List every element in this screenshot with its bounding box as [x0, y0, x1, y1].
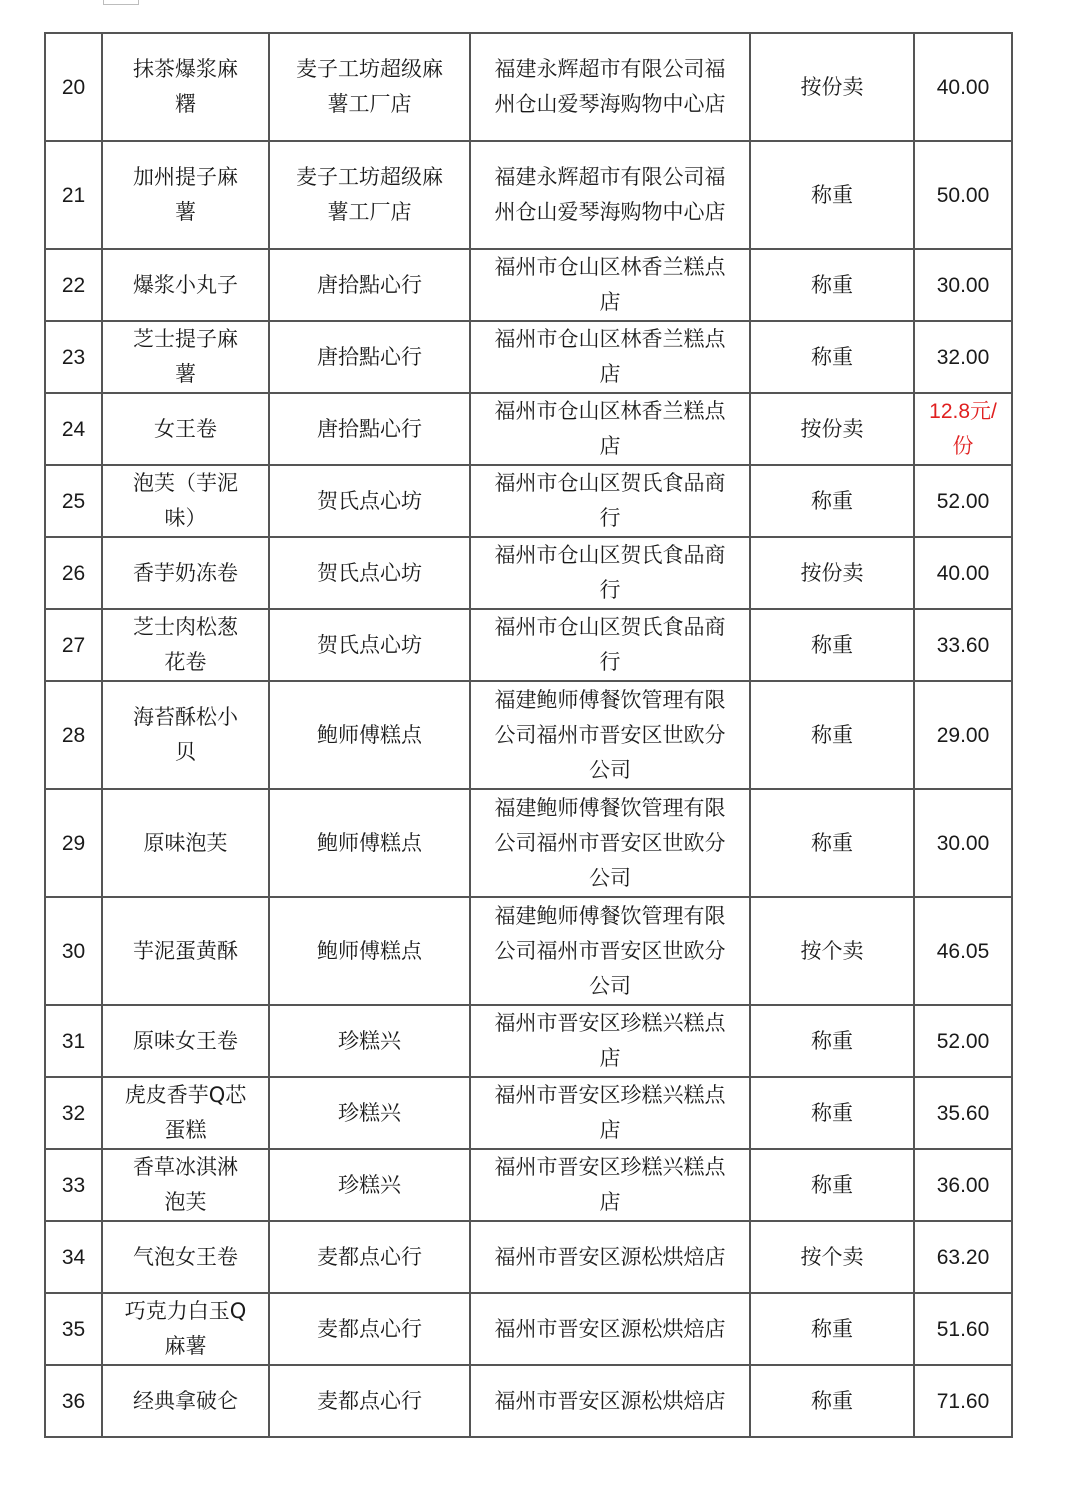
brand-name: 唐拾點心行	[269, 321, 470, 393]
row-number: 26	[45, 537, 102, 609]
sale-mode: 按份卖	[750, 537, 914, 609]
table-row	[45, 1293, 1012, 1365]
sale-mode: 称重	[750, 465, 914, 537]
product-name: 抹茶爆浆麻糬	[102, 33, 269, 141]
table-row	[45, 465, 1012, 537]
product-name: 芝士提子麻薯	[102, 321, 269, 393]
row-number: 34	[45, 1221, 102, 1293]
table-row	[45, 141, 1012, 249]
store-name: 福州市晋安区源松烘焙店	[470, 1293, 750, 1365]
sale-mode: 称重	[750, 609, 914, 681]
store-name: 福州市仓山区贺氏食品商行	[470, 537, 750, 609]
sale-mode: 称重	[750, 1293, 914, 1365]
price: 29.00	[914, 681, 1012, 789]
price: 33.60	[914, 609, 1012, 681]
row-number: 28	[45, 681, 102, 789]
store-name: 福州市晋安区珍糕兴糕点店	[470, 1149, 750, 1221]
product-name: 经典拿破仑	[102, 1365, 269, 1437]
table-row	[45, 1077, 1012, 1149]
product-name: 气泡女王卷	[102, 1221, 269, 1293]
price: 36.00	[914, 1149, 1012, 1221]
price: 35.60	[914, 1077, 1012, 1149]
table-row	[45, 33, 1012, 141]
store-name: 福州市晋安区源松烘焙店	[470, 1221, 750, 1293]
row-number: 31	[45, 1005, 102, 1077]
brand-name: 珍糕兴	[269, 1005, 470, 1077]
product-name: 爆浆小丸子	[102, 249, 269, 321]
store-name: 福建永辉超市有限公司福州仓山爱琴海购物中心店	[470, 33, 750, 141]
price: 46.05	[914, 897, 1012, 1005]
product-name: 芝士肉松葱花卷	[102, 609, 269, 681]
table-row	[45, 789, 1012, 897]
sale-mode: 按个卖	[750, 897, 914, 1005]
store-name: 福州市晋安区珍糕兴糕点店	[470, 1005, 750, 1077]
table-row	[45, 321, 1012, 393]
brand-name: 麦都点心行	[269, 1293, 470, 1365]
sale-mode: 称重	[750, 789, 914, 897]
sale-mode: 称重	[750, 1365, 914, 1437]
product-name: 加州提子麻薯	[102, 141, 269, 249]
row-number: 25	[45, 465, 102, 537]
brand-name: 麦都点心行	[269, 1365, 470, 1437]
brand-name: 麦子工坊超级麻薯工厂店	[269, 141, 470, 249]
price-highlighted: 12.8元/份	[914, 393, 1012, 465]
brand-name: 唐拾點心行	[269, 249, 470, 321]
store-name: 福州市晋安区源松烘焙店	[470, 1365, 750, 1437]
brand-name: 贺氏点心坊	[269, 465, 470, 537]
sale-mode: 按份卖	[750, 33, 914, 141]
top-edge-mark	[103, 0, 139, 5]
table-row	[45, 1005, 1012, 1077]
table-row	[45, 1221, 1012, 1293]
table-row	[45, 681, 1012, 789]
price: 40.00	[914, 33, 1012, 141]
store-name: 福州市仓山区贺氏食品商行	[470, 609, 750, 681]
table-row	[45, 609, 1012, 681]
sale-mode: 按个卖	[750, 1221, 914, 1293]
table-row	[45, 537, 1012, 609]
price: 52.00	[914, 1005, 1012, 1077]
row-number: 27	[45, 609, 102, 681]
product-name: 香草冰淇淋泡芙	[102, 1149, 269, 1221]
sale-mode: 称重	[750, 1149, 914, 1221]
store-name: 福州市仓山区林香兰糕点店	[470, 249, 750, 321]
brand-name: 麦子工坊超级麻薯工厂店	[269, 33, 470, 141]
product-name: 原味泡芙	[102, 789, 269, 897]
row-number: 36	[45, 1365, 102, 1437]
store-name: 福州市仓山区林香兰糕点店	[470, 393, 750, 465]
table-row	[45, 1365, 1012, 1437]
row-number: 21	[45, 141, 102, 249]
price: 52.00	[914, 465, 1012, 537]
sale-mode: 称重	[750, 1005, 914, 1077]
table-row	[45, 1149, 1012, 1221]
sale-mode: 称重	[750, 141, 914, 249]
table-row	[45, 249, 1012, 321]
brand-name: 珍糕兴	[269, 1149, 470, 1221]
brand-name: 麦都点心行	[269, 1221, 470, 1293]
store-name: 福州市仓山区贺氏食品商行	[470, 465, 750, 537]
product-name: 香芋奶冻卷	[102, 537, 269, 609]
price-table	[44, 32, 1013, 1438]
store-name: 福建鲍师傅餐饮管理有限公司福州市晋安区世欧分公司	[470, 789, 750, 897]
store-name: 福建鲍师傅餐饮管理有限公司福州市晋安区世欧分公司	[470, 897, 750, 1005]
row-number: 35	[45, 1293, 102, 1365]
product-name: 女王卷	[102, 393, 269, 465]
row-number: 23	[45, 321, 102, 393]
price: 30.00	[914, 249, 1012, 321]
sale-mode: 称重	[750, 249, 914, 321]
brand-name: 鲍师傅糕点	[269, 897, 470, 1005]
row-number: 24	[45, 393, 102, 465]
price: 63.20	[914, 1221, 1012, 1293]
row-number: 22	[45, 249, 102, 321]
store-name: 福州市晋安区珍糕兴糕点店	[470, 1077, 750, 1149]
sale-mode: 按份卖	[750, 393, 914, 465]
price: 32.00	[914, 321, 1012, 393]
row-number: 30	[45, 897, 102, 1005]
row-number: 20	[45, 33, 102, 141]
brand-name: 鲍师傅糕点	[269, 681, 470, 789]
store-name: 福建鲍师傅餐饮管理有限公司福州市晋安区世欧分公司	[470, 681, 750, 789]
price: 71.60	[914, 1365, 1012, 1437]
brand-name: 贺氏点心坊	[269, 537, 470, 609]
store-name: 福建永辉超市有限公司福州仓山爱琴海购物中心店	[470, 141, 750, 249]
price: 30.00	[914, 789, 1012, 897]
price: 51.60	[914, 1293, 1012, 1365]
product-name: 原味女王卷	[102, 1005, 269, 1077]
brand-name: 鲍师傅糕点	[269, 789, 470, 897]
product-name: 虎皮香芋Q芯蛋糕	[102, 1077, 269, 1149]
table-row	[45, 393, 1012, 465]
price: 40.00	[914, 537, 1012, 609]
brand-name: 贺氏点心坊	[269, 609, 470, 681]
product-name: 海苔酥松小贝	[102, 681, 269, 789]
row-number: 33	[45, 1149, 102, 1221]
price: 50.00	[914, 141, 1012, 249]
table-row	[45, 897, 1012, 1005]
row-number: 32	[45, 1077, 102, 1149]
sale-mode: 称重	[750, 321, 914, 393]
row-number: 29	[45, 789, 102, 897]
store-name: 福州市仓山区林香兰糕点店	[470, 321, 750, 393]
brand-name: 唐拾點心行	[269, 393, 470, 465]
product-name: 巧克力白玉Q麻薯	[102, 1293, 269, 1365]
product-name: 泡芙（芋泥味）	[102, 465, 269, 537]
brand-name: 珍糕兴	[269, 1077, 470, 1149]
product-name: 芋泥蛋黄酥	[102, 897, 269, 1005]
sale-mode: 称重	[750, 1077, 914, 1149]
sale-mode: 称重	[750, 681, 914, 789]
